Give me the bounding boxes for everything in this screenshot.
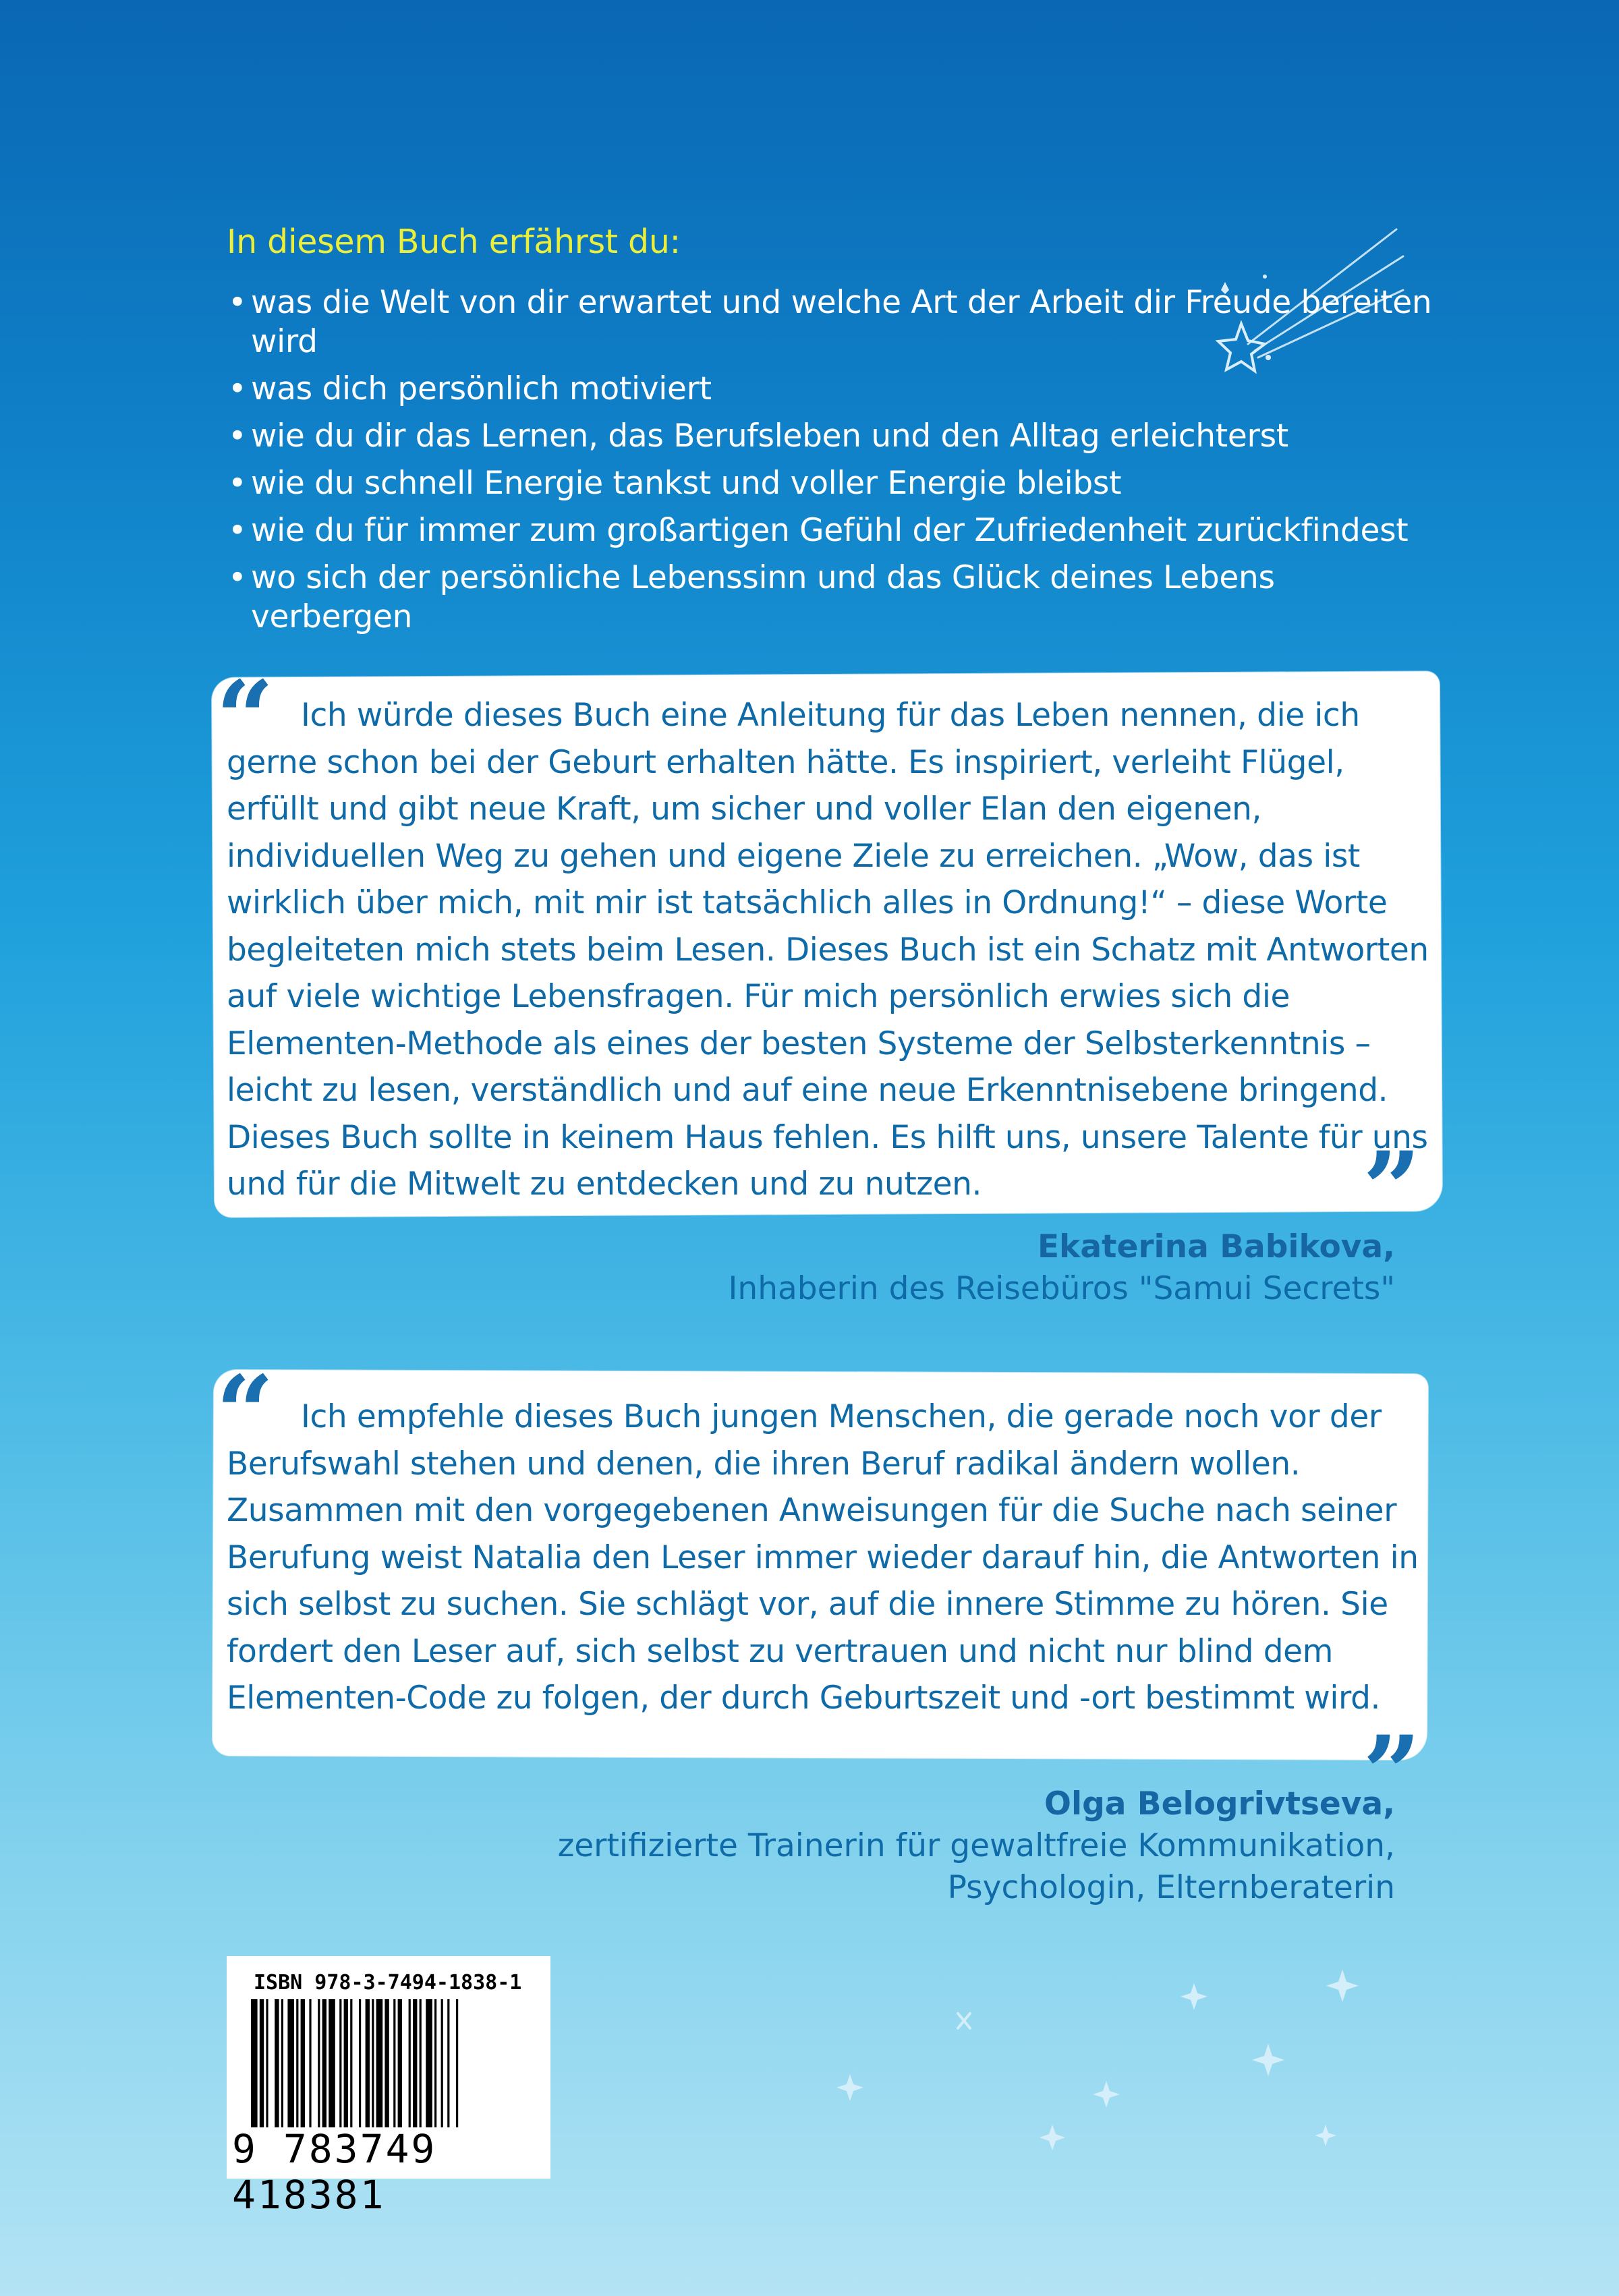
list-item: • wie du für immer zum großartigen Gefühl der Zufriedenheit zurückfindest — [227, 511, 1441, 550]
list-item: • was dich persönlich motiviert — [227, 370, 1441, 409]
testimonial-text-1: Ich würde dieses Buch eine Anleitung für das Leben nennen, die ich gerne schon bei der Geburt erhalten hätte. Es inspiriert, verleiht Flügel, erfüllt und gibt neue Kraft, um sicher und voller Elan den eigenen, individuellen Weg zu gehen und eigene Ziele zu erreichen. „Wow, das ist wirklich über mich, mit mir ist tatsächlich alles in Ordnung!“ – diese Worte begleiteten mich stets beim Lesen. Dieses Buch ist ein Schatz mit Antworten auf viele wichtige Lebensfragen. Für mich persönlich erwies sich die Elementen-Methode als eines der besten Systeme der Selbsterkenntnis – leicht zu lesen, verständlich und auf eine neue Erkenntnisebene bringend. Dieses Buch sollte in keinem Haus fehlen. Es hilft uns, unsere Talente für uns und für die Mitwelt zu entdecken und zu nutzen. — [227, 697, 1429, 1203]
list-item: • wo sich der persönliche Lebenssinn und das Glück deines Lebens verbergen — [227, 558, 1441, 637]
topics-list — [227, 283, 1441, 645]
barcode-bars — [251, 1999, 528, 2127]
open-quote-icon: “ — [216, 1354, 275, 1472]
sparkles-icon — [810, 1956, 1417, 2199]
author-role: zertifizierte Trainerin für gewaltfreie Kommunikation, — [557, 1827, 1395, 1864]
testimonial-attribution-1 — [729, 1226, 1395, 1310]
open-quote-icon: “ — [216, 659, 275, 778]
testimonial-text-2: Ich empfehle dieses Buch jungen Menschen, die gerade noch vor der Berufswahl stehen und denen, die ihren Beruf radikal ändern wollen. Zusammen mit den vorgegebenen Anweisungen für die Suche nach seiner Berufung weist Natalia den Leser immer wieder darauf hin, die Antworten in sich selbst zu suchen. Sie schlägt vor, auf die innere Stimme zu hören. Sie fordert den Leser auf, sich selbst zu vertrauen und nicht nur blind dem Elementen-Code zu folgen, der durch Geburtszeit und -ort bestimmt wird. — [227, 1398, 1419, 1717]
author-name: Ekaterina Babikova, — [1037, 1228, 1395, 1265]
isbn-barcode — [227, 1956, 550, 2218]
author-role: Psychologin, Elternberaterin — [947, 1869, 1395, 1906]
author-role: Inhaberin des Reisebüros "Samui Secrets" — [728, 1270, 1395, 1307]
list-item: • was die Welt von dir erwartet und welche Art der Arbeit dir Freude bereiten wird — [227, 283, 1441, 362]
list-item: • wie du schnell Energie tankst und voller Energie bleibst — [227, 464, 1441, 503]
list-item: • wie du dir das Lernen, das Berufsleben und den Alltag erleichterst — [227, 417, 1441, 456]
testimonial-attribution-2 — [558, 1783, 1395, 1909]
author-name: Olga Belogrivtseva, — [1044, 1785, 1395, 1823]
ean-digits: 9 783749 418381 — [232, 2126, 437, 2218]
close-quote-icon: ” — [1363, 1130, 1421, 1249]
isbn-label: ISBN 978-3-7494-1838-1 — [254, 1971, 522, 1994]
intro-heading: In diesem Buch erfährst du: — [227, 223, 681, 261]
close-quote-icon: ” — [1363, 1714, 1421, 1833]
